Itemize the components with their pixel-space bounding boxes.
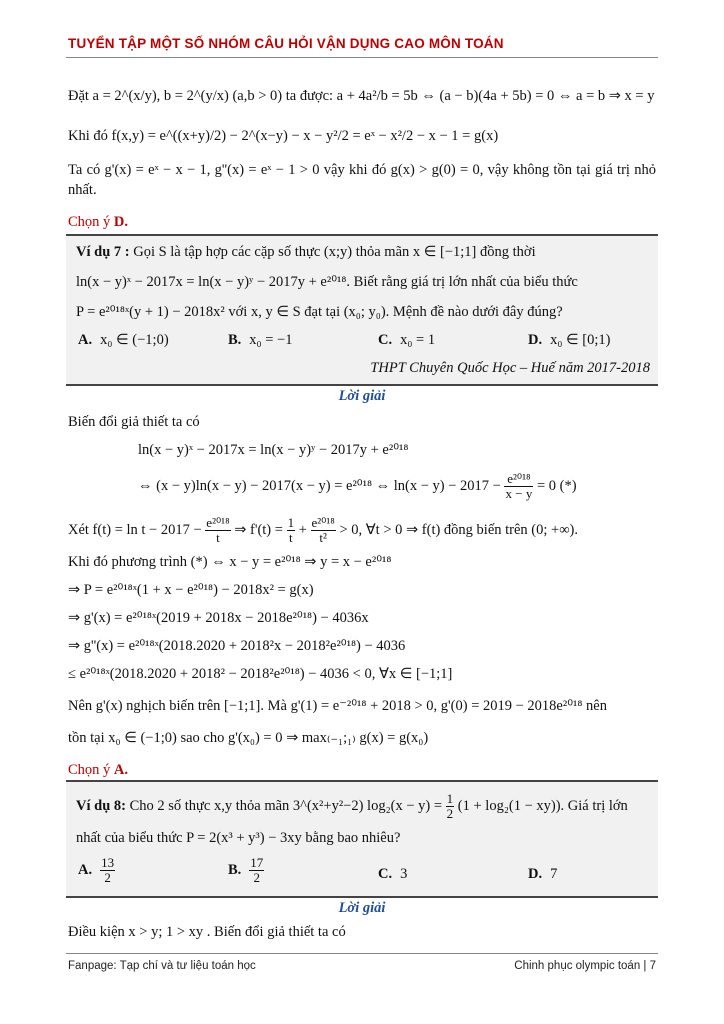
footer-left: Fanpage: Tạp chí và tư liệu toán học (68, 960, 256, 972)
answer-choice-example7 (68, 760, 128, 780)
header-divider (66, 57, 658, 58)
page-header-title: TUYỂN TẬP MỘT SỐ NHÓM CÂU HỎI VẬN DỤNG CAO MÔN TOÁN (68, 36, 504, 51)
example7-source: THPT Chuyên Quốc Học – Huế năm 2017-2018 (370, 360, 650, 376)
example7-option-b[interactable]: B. x₀ = −1 (228, 332, 293, 348)
text-line-substitution: Đặt a = 2^(x/y), b = 2^(y/x) (a,b > 0) ta được: a + 4a²/b = 5b ⇔ (a − b)(4a + 5b) = 0 ⇔ a = b ⇒ x = y (68, 88, 655, 104)
example7-option-d[interactable]: D. x₀ ∈ [0;1) (528, 332, 611, 348)
sol7-line5: ≤ e²⁰¹⁸ˣ(2018.2020 + 2018² − 2018²e²⁰¹⁸) − 4036 < 0, ∀x ∈ [−1;1] (68, 666, 453, 682)
example7-line2: ln(x − y)ˣ − 2017x = ln(x − y)ʸ − 2017y + e²⁰¹⁸. Biết rằng giá trị lớn nhất của biểu thức (76, 274, 578, 290)
sol7-line1: Khi đó phương trình (*) ⇔ x − y = e²⁰¹⁸ ⇒ y = x − e²⁰¹⁸ (68, 554, 392, 570)
example8-line2: nhất của biểu thức P = 2(x³ + y³) − 3xy bằng bao nhiêu? (76, 830, 401, 846)
sol7-line2: ⇒ P = e²⁰¹⁸ˣ(1 + x − e²⁰¹⁸) − 2018x² = g(x) (68, 582, 314, 598)
example7-text1: Gọi S là tập hợp các cặp số thực (x;y) thỏa mãn x ∈ [−1;1] đồng thời (133, 244, 536, 260)
text-line-ta-co: Ta có g'(x) = eˣ − x − 1, g''(x) = eˣ − 1 > 0 vậy khi đó g(x) > g(0) = 0, vậy không tồn tại giá trị nhỏ nhất. (68, 162, 656, 198)
sol8-intro: Điều kiện x > y; 1 > xy . Biến đổi giả thiết ta có (68, 924, 346, 940)
answer-label: Chọn ý (68, 762, 114, 778)
sol7-line4: ⇒ g''(x) = e²⁰¹⁸ˣ(2018.2020 + 2018²x − 2018²e²⁰¹⁸) − 4036 (68, 638, 406, 654)
example7-option-c[interactable]: C. x₀ = 1 (378, 332, 436, 348)
example8-box (66, 780, 658, 898)
sol7-line3: ⇒ g'(x) = e²⁰¹⁸ˣ(2019 + 2018x − 2018e²⁰¹⁸) − 4036x (68, 610, 369, 626)
footer-divider (66, 953, 658, 954)
sol7-line7: tồn tại x₀ ∈ (−1;0) sao cho g'(x₀) = 0 ⇒ max₍₋₁;₁₎ g(x) = g(x₀) (68, 730, 429, 746)
answer-letter: D. (113, 214, 129, 230)
text-line-khi-do: Khi đó f(x,y) = e^((x+y)/2) − 2^(x−y) − x − y²/2 = eˣ − x²/2 − x − 1 = g(x) (68, 128, 499, 144)
example8-line1: Ví dụ 8: Cho 2 số thực x,y thỏa mãn 3^(x²+y²−2) log₂(x − y) = $\frac{1}{2}$ (1 + log₂(1 − xy)). Giá trị lớn (76, 791, 628, 821)
example7-option-a[interactable]: A. x₀ ∈ (−1;0) (78, 332, 169, 348)
answer-letter: A. (113, 762, 129, 778)
answer-choice-example6 (68, 212, 128, 232)
example7-line1 (76, 242, 536, 262)
example7-line3: P = e²⁰¹⁸ˣ(y + 1) − 2018x² với x, y ∈ S đạt tại (x₀; y₀). Mệnh đề nào dưới đây đúng? (76, 304, 563, 320)
answer-label: Chọn ý (68, 214, 114, 230)
example8-option-d[interactable]: D. 7 (528, 866, 558, 882)
solution-heading-8: Lời giải (338, 900, 386, 916)
sol7-eq2: ⇔ (x − y)ln(x − y) − 2017(x − y) = e²⁰¹⁸ ⇔ ln(x − y) − 2017 − $\frac{\text{e²⁰¹⁸}}{x - y}$ = 0 (*) (138, 471, 577, 501)
solution-heading-7: Lời giải (338, 388, 386, 404)
example7-title: Ví dụ 7 : (76, 244, 130, 260)
sol7-xet: Xét f(t) = ln t − 2017 − $\frac{\text{e²⁰¹⁸}}{t}$ ⇒ f'(t) = $\frac{1}{t}$ + $\frac{\text{e²⁰¹⁸}}{\text{t²}}$ > 0, ∀t > 0 ⇒ f(t) đồng biến trên (0; +∞). (68, 515, 579, 545)
sol7-eq1: ln(x − y)ˣ − 2017x = ln(x − y)ʸ − 2017y + e²⁰¹⁸ (138, 442, 409, 458)
example8-title: Ví dụ 8: (76, 797, 126, 814)
example8-option-a[interactable]: A. $\frac{13}{2}$ (78, 855, 115, 885)
example8-option-c[interactable]: C. 3 (378, 866, 408, 882)
sol7-line6: Nên g'(x) nghịch biến trên [−1;1]. Mà g'(1) = e⁻²⁰¹⁸ + 2018 > 0, g'(0) = 2019 − 2018e²⁰¹⁸ nên (68, 698, 607, 714)
footer-right: Chinh phục olympic toán | 7 (514, 960, 656, 972)
example7-box (66, 234, 658, 386)
example8-option-b[interactable]: B. $\frac{17}{2}$ (228, 855, 264, 885)
sol7-intro: Biến đổi giả thiết ta có (68, 414, 200, 430)
